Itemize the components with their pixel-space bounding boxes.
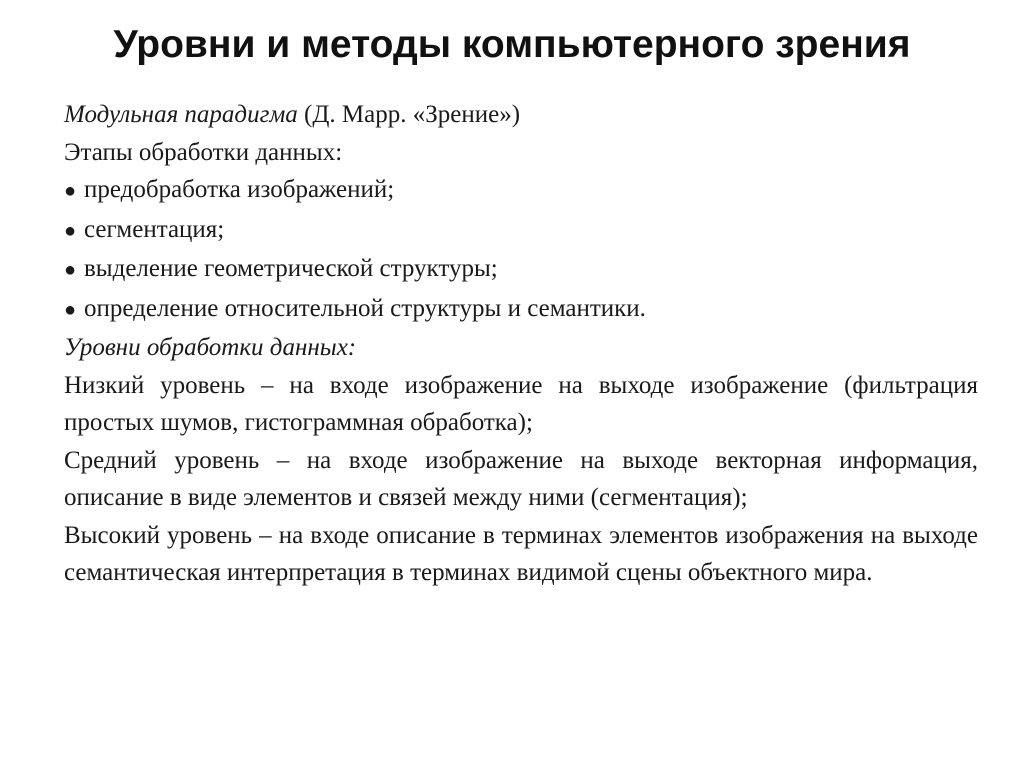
levels-heading: Уровни обработки данных: (64, 334, 357, 361)
paradigm-label: Модульная парадигма (64, 101, 298, 128)
level-low: Низкий уровень – на входе изображение на выходе изображение (фильтрация простых шумов, гистограммная обработка); (64, 371, 978, 436)
stage-item-text: выделение геометрической структуры; (84, 255, 498, 282)
paradigm-source: (Д. Марр. «Зрение») (297, 101, 521, 128)
bullet-icon: ● (64, 298, 77, 321)
stages-heading: Этапы обработки данных: (64, 138, 343, 166)
level-high: Высокий уровень – на входе описание в терминах элементов изображения на выходе семантическая интерпретация в терминах видимой сцены объектного мира. (64, 521, 978, 586)
slide-title: Уровни и методы компьютерного зрения (113, 23, 911, 66)
bullet-icon: ● (64, 219, 77, 242)
bullet-icon: ● (64, 180, 77, 202)
stage-item (64, 171, 978, 211)
bullet-icon: ● (64, 259, 77, 281)
level-mid: Средний уровень – на входе изображение на выходе векторная информация, описание в виде элементов и связей между ними (сегментация); (64, 446, 978, 511)
slide-body (64, 96, 978, 592)
stage-item (64, 250, 978, 290)
paradigm-line (64, 96, 978, 134)
stage-item (64, 211, 978, 251)
stage-item-text: сегментация; (84, 215, 225, 243)
stage-item-text: определение относительной структуры и семантики. (84, 294, 646, 322)
stage-item-text: предобработка изображений; (84, 176, 395, 203)
stage-item (64, 290, 978, 330)
